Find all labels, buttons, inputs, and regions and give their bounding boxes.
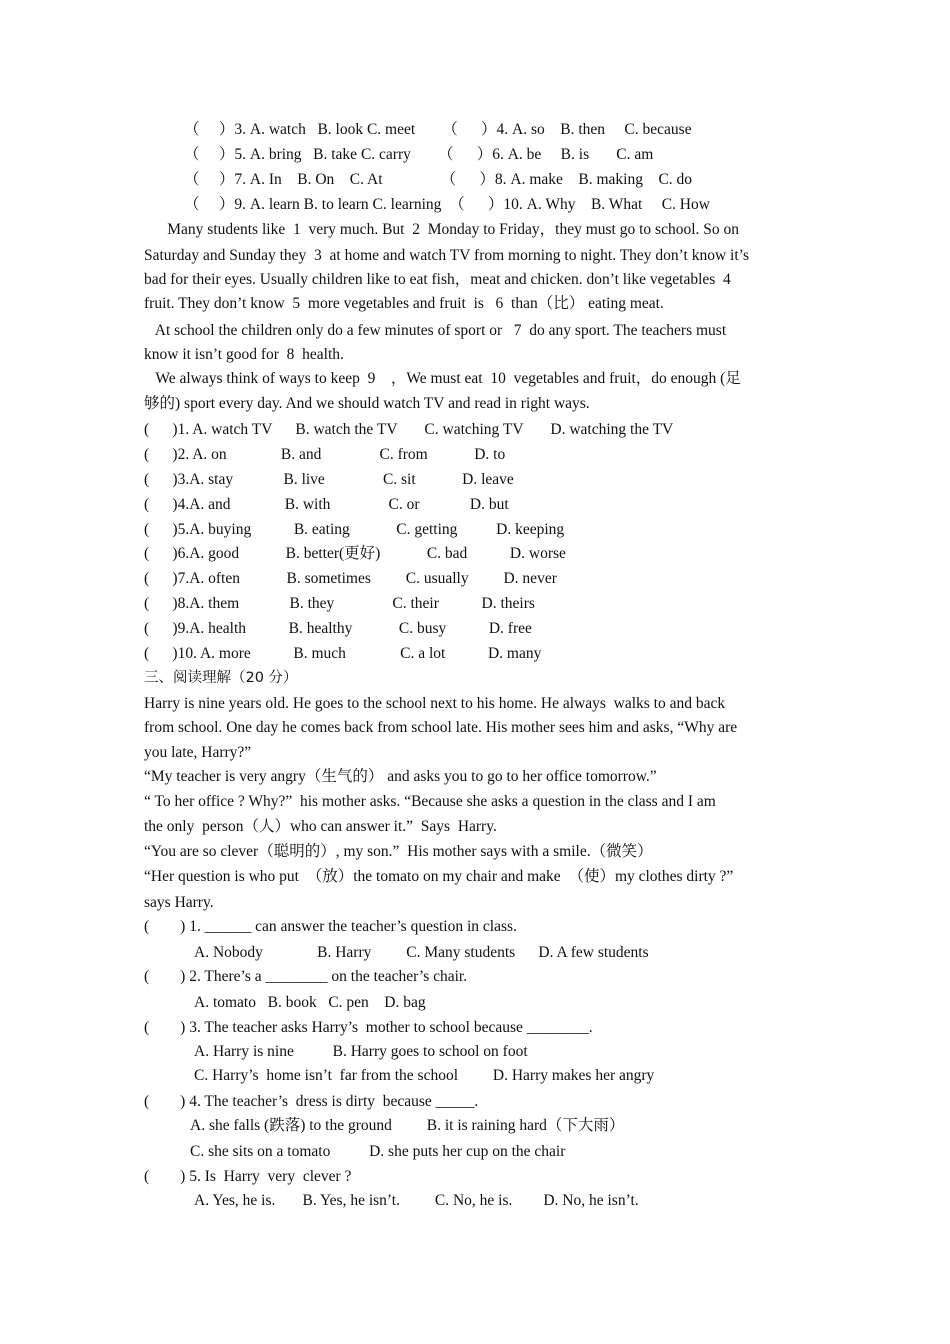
cloze-passage-line: Many students like 1 very much. But 2 Monday to Friday，they must go to school. So on — [144, 221, 739, 238]
reading-question-options: A. she falls (跌落) to the ground B. it is raining hard（下大雨） — [190, 1117, 625, 1134]
reading-question-options: A. tomato B. book C. pen D. bag — [194, 994, 426, 1011]
cloze-passage-line: 够的) sport every day. And we should watch TV and read in right ways. — [144, 395, 590, 412]
reading-passage-line: “You are so clever（聪明的）, my son.” His mother says with a smile.（微笑） — [144, 843, 653, 860]
cloze-question: ( )10. A. more B. much C. a lot D. many — [144, 645, 542, 662]
reading-question-options: C. she sits on a tomato D. she puts her cup on the chair — [190, 1143, 566, 1160]
cloze-question: ( )6.A. good B. better(更好) C. bad D. worse — [144, 545, 566, 562]
reading-passage-line: “ To her office ? Why?” his mother asks. “Because she asks a question in the class and I am — [144, 793, 716, 810]
reading-passage-line: the only person（人）who can answer it.” Says Harry. — [144, 818, 497, 835]
reading-passage-line: from school. One day he comes back from school late. His mother sees him and asks, “Why are — [144, 719, 738, 736]
reading-passage-line: “Her question is who put （放）the tomato on my chair and make （使）my clothes dirty ?” — [144, 868, 734, 885]
top-option-row: （ ）5. A. bring B. take C. carry （ ）6. A. be B. is C. am — [184, 146, 654, 163]
cloze-question: ( )1. A. watch TV B. watch the TV C. watching TV D. watching the TV — [144, 421, 674, 438]
cloze-question: ( )4.A. and B. with C. or D. but — [144, 496, 509, 513]
reading-question-stem: ( ) 1. ______ can answer the teacher’s question in class. — [144, 918, 517, 935]
cloze-passage-line: At school the children only do a few minutes of sport or 7 do any sport. The teachers must — [144, 322, 727, 339]
cloze-passage-line: fruit. They don’t know 5 more vegetables and fruit is 6 than（比） eating meat. — [144, 295, 664, 312]
reading-passage-line: “My teacher is very angry（生气的） and asks you to go to her office tomorrow.” — [144, 768, 657, 785]
cloze-question: ( )7.A. often B. sometimes C. usually D. never — [144, 570, 557, 587]
cloze-question: ( )3.A. stay B. live C. sit D. leave — [144, 471, 514, 488]
reading-passage-line: you late, Harry?” — [144, 744, 252, 761]
reading-question-stem: ( ) 2. There’s a ________ on the teacher’s chair. — [144, 968, 468, 985]
reading-passage-line: Harry is nine years old. He goes to the school next to his home. He always walks to and back — [144, 695, 726, 712]
reading-question-stem: ( ) 5. Is Harry very clever ? — [144, 1168, 352, 1185]
cloze-passage-line: bad for their eyes. Usually children like to eat fish，meat and chicken. don’t like vegetables 4 — [144, 271, 731, 288]
cloze-passage-line: know it isn’t good for 8 health. — [144, 346, 344, 363]
reading-question-options: A. Harry is nine B. Harry goes to school on foot — [194, 1043, 528, 1060]
cloze-passage-line: Saturday and Sunday they 3 at home and watch TV from morning to night. They don’t know it’s — [144, 247, 749, 264]
cloze-passage-line: We always think of ways to keep 9 ，We must eat 10 vegetables and fruit，do enough (足 — [144, 370, 741, 387]
section-title: 三、阅读理解（20 分） — [144, 670, 298, 686]
cloze-question: ( )2. A. on B. and C. from D. to — [144, 446, 506, 463]
top-option-row: （ ）9. A. learn B. to learn C. learning （ ）10. A. Why B. What C. How — [184, 196, 710, 213]
cloze-question: ( )9.A. health B. healthy C. busy D. free — [144, 620, 532, 637]
reading-question-options: C. Harry’s home isn’t far from the school D. Harry makes her angry — [194, 1067, 655, 1084]
reading-question-options: A. Yes, he is. B. Yes, he isn’t. C. No, he is. D. No, he isn’t. — [194, 1192, 639, 1209]
reading-passage-line: says Harry. — [144, 894, 214, 911]
reading-question-options: A. Nobody B. Harry C. Many students D. A few students — [194, 944, 649, 961]
cloze-question: ( )5.A. buying B. eating C. getting D. keeping — [144, 521, 565, 538]
reading-question-stem: ( ) 4. The teacher’s dress is dirty because _____. — [144, 1093, 479, 1110]
top-option-row: （ ）3. A. watch B. look C. meet （ ）4. A. so B. then C. because — [184, 121, 692, 138]
top-option-row: （ ）7. A. In B. On C. At （ ）8. A. make B. making C. do — [184, 171, 693, 188]
reading-question-stem: ( ) 3. The teacher asks Harry’s mother to school because ________. — [144, 1019, 593, 1036]
cloze-question: ( )8.A. them B. they C. their D. theirs — [144, 595, 535, 612]
